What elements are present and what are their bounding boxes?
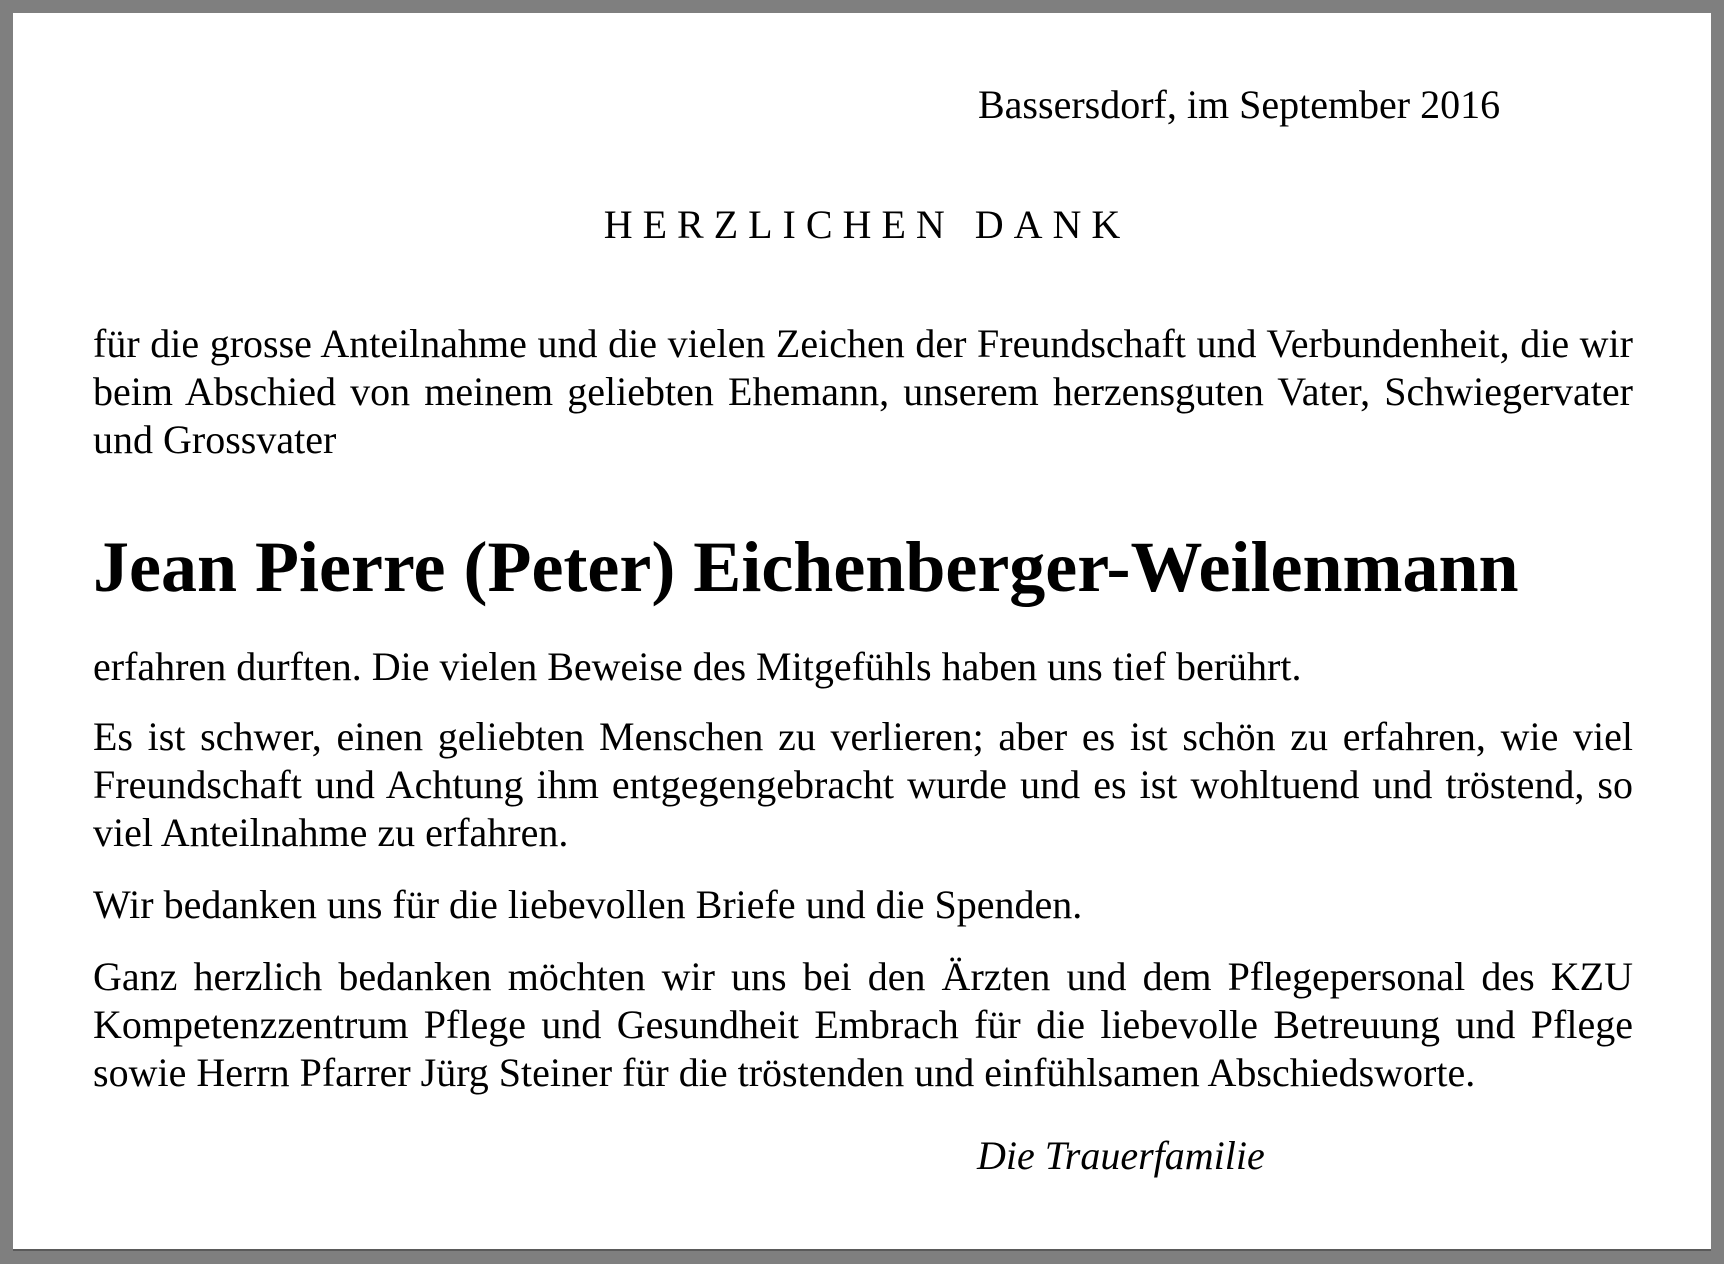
page-bottom-edge xyxy=(13,1249,1711,1251)
paragraph-3: Wir bedanken uns für die liebevollen Briefe und die Spenden. xyxy=(93,882,1083,927)
signature: Die Trauerfamilie xyxy=(977,1133,1265,1178)
paragraph-1: erfahren durften. Die vielen Beweise des Mitgefühls haben uns tief berührt. xyxy=(93,644,1302,689)
intro-paragraph: für die grosse Anteilnahme und die vielen Zeichen der Freundschaft und Verbundenheit, die wir beim Abschied von meinem geliebten Ehemann, unserem herzensguten Vater, Schwiegervater und Grossvater xyxy=(93,321,1633,462)
notice-heading: HERZLICHEN DANK xyxy=(603,202,1131,247)
paragraph-4: Ganz herzlich bedanken möchten wir uns bei den Ärzten und dem Pflegepersonal des KZU Kompetenzzentrum Pflege und Gesundheit Embrach für die liebevolle Betreuung und Pflege sowie Herrn Pfarrer Jürg Steiner für die tröstenden und einfühlsamen Abschiedsworte. xyxy=(93,954,1633,1095)
paragraph-2: Es ist schwer, einen geliebten Menschen zu verlieren; aber es ist schön zu erfahren, wie viel Freundschaft und Achtung ihm entgegengebracht wurde und es ist wohltuend und tröstend, so viel Anteilnahme zu erfahren. xyxy=(93,714,1633,855)
date-line: Bassersdorf, im September 2016 xyxy=(978,82,1501,127)
deceased-name: Jean Pierre (Peter) Eichenberger-Weilenmann xyxy=(93,527,1519,607)
